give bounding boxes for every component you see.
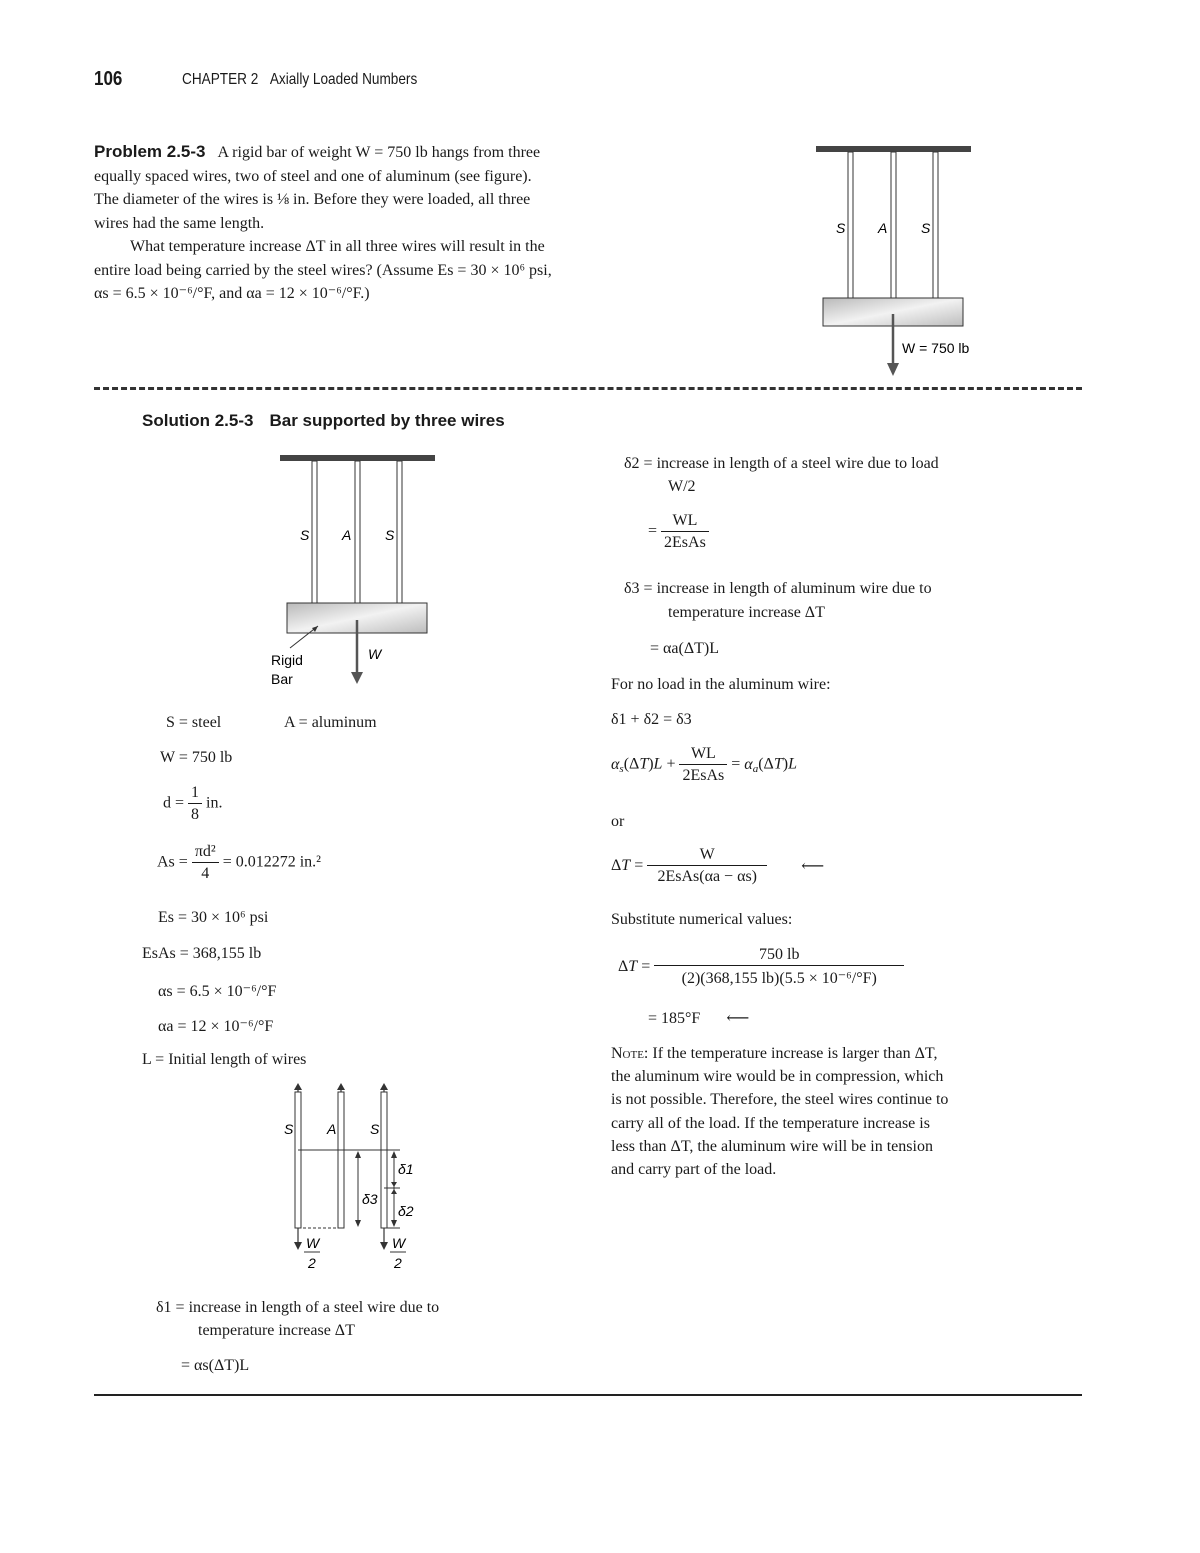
problem-line: entire load being carried by the steel wires? (Assume Es = 30 × 10⁶ psi,	[94, 261, 552, 279]
solution-title: Bar supported by three wires	[269, 411, 505, 430]
chapter-number: CHAPTER 2	[182, 71, 259, 88]
fraction-denominator: 2EsAs	[682, 767, 725, 784]
fraction-denominator: (2)(368,155 lb)(5.5 × 10⁻⁶/°F)	[681, 970, 877, 987]
bottom-arrowhead	[294, 1242, 302, 1250]
section-divider	[94, 387, 1082, 390]
solution-heading	[142, 411, 505, 431]
aluminum-def: A = aluminum	[284, 714, 377, 731]
problem-line: The diameter of the wires is ⅛ in. Before they were loaded, all three	[94, 191, 531, 208]
load-arrowhead	[887, 363, 899, 376]
steel-label: S	[385, 527, 395, 543]
axial-rigidity-def: EsAs = 368,155 lb	[142, 945, 262, 962]
rigid-bar-label: Bar	[271, 671, 293, 687]
diameter-unit: in.	[206, 794, 223, 812]
load-label: W	[368, 646, 382, 662]
aluminum-wire	[891, 152, 896, 298]
area-rhs: = 0.012272 in.²	[222, 853, 321, 871]
fraction-numerator: W	[647, 846, 767, 866]
bottom-rule	[94, 1394, 1082, 1396]
substitution-fraction	[654, 946, 904, 988]
ceiling-support	[816, 146, 971, 152]
delta1-def: δ1 = increase in length of a steel wire due to	[156, 1299, 440, 1316]
delta2-eq: = $\frac{WL}{\text{2EsAs}}$	[648, 512, 709, 552]
load-denominator: 2	[394, 1255, 402, 1271]
load-numerator: W	[392, 1235, 406, 1251]
aluminum-wire	[338, 1092, 344, 1228]
dimension-arrowhead	[355, 1151, 361, 1158]
steel-label: S	[300, 527, 310, 543]
page-number: 106	[94, 68, 123, 90]
solution-figure-bar	[262, 448, 452, 693]
aluminum-wire	[355, 461, 360, 603]
expanded-compatibility-eq: $\alpha_s(\Delta T)L$ + $\frac{WL}{\text{2EsAs}}$ = $\alpha_a(\Delta T)L$	[611, 745, 797, 784]
running-header	[182, 71, 417, 89]
delta3-eq: = αa(ΔT)L	[650, 640, 719, 657]
diameter-lhs: d =	[163, 794, 185, 812]
top-arrowhead	[337, 1083, 345, 1090]
steel-wire-right	[381, 1092, 387, 1228]
ceiling-support	[280, 455, 435, 461]
note-line: carry all of the load. If the temperature increase is	[611, 1114, 930, 1132]
load-numerator: W	[306, 1235, 320, 1251]
fraction-numerator: WL	[661, 512, 709, 532]
top-arrowhead	[380, 1083, 388, 1090]
area-eq	[157, 843, 321, 883]
load-denominator: 2	[308, 1255, 316, 1271]
delta3-label: δ3	[362, 1191, 378, 1207]
length-def: L = Initial length of wires	[142, 1051, 307, 1068]
no-load-text: For no load in the aluminum wire:	[611, 676, 831, 693]
problem-line: A rigid bar of weight W = 750 lb hangs from three	[217, 144, 541, 161]
modulus-def: Es = 30 × 10⁶ psi	[158, 909, 269, 926]
weight-def: W = 750 lb	[160, 749, 233, 766]
note-line: is not possible. Therefore, the steel wires continue to	[611, 1091, 949, 1109]
aluminum-label: A	[342, 527, 352, 543]
fraction-numerator: 750 lb	[654, 946, 904, 966]
solution-label: Solution 2.5-3	[142, 411, 254, 430]
steel-wire-left	[295, 1092, 301, 1228]
aluminum-label: A	[878, 220, 888, 236]
delta3-def-cont: temperature increase ΔT	[668, 604, 825, 621]
dimension-arrowhead	[391, 1151, 397, 1158]
diameter-fraction	[188, 784, 202, 824]
answer-arrow-icon: ⟵	[801, 858, 825, 875]
fraction-numerator: WL	[679, 745, 727, 765]
dimension-arrowhead	[391, 1189, 397, 1194]
alpha-aluminum-def: αa = 12 × 10⁻⁶/°F	[158, 1018, 274, 1035]
load-term-fraction	[679, 745, 727, 785]
elongation-diagram	[278, 1078, 428, 1278]
steel-wire-right	[933, 152, 938, 298]
note-line: the aluminum wire would be in compression, which	[611, 1068, 944, 1086]
dimension-arrowhead	[391, 1182, 397, 1187]
problem-line: wires had the same length.	[94, 214, 265, 232]
delta3-def: δ3 = increase in length of aluminum wire due to	[624, 580, 932, 597]
steel-label: S	[921, 220, 931, 236]
delta2-def: δ2 = increase in length of a steel wire due to load	[624, 455, 939, 472]
fraction-denominator: 8	[191, 806, 200, 823]
delta-t-fraction	[647, 846, 767, 886]
fraction-denominator: 2EsAs	[664, 534, 706, 551]
note-label: Note:	[611, 1045, 649, 1062]
problem-line: What temperature increase ΔT in all three wires will result in the	[130, 238, 545, 255]
compatibility-eq: δ1 + δ2 = δ3	[611, 711, 692, 728]
steel-wire-left	[848, 152, 853, 298]
problem-statement	[94, 140, 694, 306]
delta1-label: δ1	[398, 1161, 414, 1177]
dimension-arrowhead	[355, 1220, 361, 1227]
area-fraction	[192, 843, 219, 883]
or-text: or	[611, 813, 625, 830]
steel-label: S	[836, 220, 846, 236]
note-paragraph	[611, 1042, 1051, 1181]
bottom-arrowhead	[380, 1242, 388, 1250]
load-arrowhead	[351, 672, 363, 684]
diameter-eq	[163, 784, 222, 824]
final-answer	[648, 1008, 749, 1028]
delta1-def-cont: temperature increase ΔT	[198, 1322, 355, 1339]
steel-def: S = steel	[166, 714, 222, 731]
fraction-numerator: 1	[188, 784, 202, 804]
result-value: = 185°F	[648, 1010, 701, 1027]
alpha-steel-def: αs = 6.5 × 10⁻⁶/°F	[158, 983, 277, 1000]
substitute-text: Substitute numerical values:	[611, 911, 793, 928]
problem-line: αs = 6.5 × 10⁻⁶/°F, and αa = 12 × 10⁻⁶/°F.)	[94, 285, 370, 302]
delta2-label: δ2	[398, 1203, 414, 1219]
fraction-numerator: πd²	[192, 843, 219, 863]
steel-wire-left	[312, 461, 317, 603]
load-label: W = 750 lb	[902, 340, 970, 356]
steel-label: S	[284, 1121, 294, 1137]
dimension-arrowhead	[391, 1220, 397, 1227]
fraction-denominator: 4	[201, 865, 210, 882]
delta2-def-cont: W/2	[668, 478, 696, 495]
problem-figure	[800, 138, 1020, 383]
delta2-fraction	[661, 512, 709, 552]
answer-arrow-icon: ⟵	[726, 1010, 750, 1027]
chapter-title: Axially Loaded Numbers	[269, 71, 418, 88]
note-line: and carry part of the load.	[611, 1161, 777, 1179]
problem-line: equally spaced wires, two of steel and one of aluminum (see figure).	[94, 167, 532, 185]
problem-label: Problem 2.5-3	[94, 142, 206, 161]
steel-label: S	[370, 1121, 380, 1137]
note-line: less than ΔT, the aluminum wire will be in tension	[611, 1137, 933, 1155]
substitution-eq: ΔT = $\frac{750 lb}{\text{(2)(368,155 lb)(5.5 × 10⁻⁶/°F)}}$	[618, 946, 904, 988]
delta1-eq: = αs(ΔT)L	[181, 1357, 250, 1374]
fraction-denominator: 2EsAs(αa − αs)	[657, 868, 758, 885]
aluminum-label: A	[327, 1121, 337, 1137]
delta-t-formula: ΔT = $\frac{W}{\text{2EsAs(αa − αs)}}$ ⟵	[611, 846, 825, 885]
rigid-bar-label: Rigid	[271, 652, 303, 668]
note-line: If the temperature increase is larger than ΔT,	[652, 1045, 938, 1062]
top-arrowhead	[294, 1083, 302, 1090]
area-lhs: As =	[157, 853, 188, 871]
steel-wire-right	[397, 461, 402, 603]
